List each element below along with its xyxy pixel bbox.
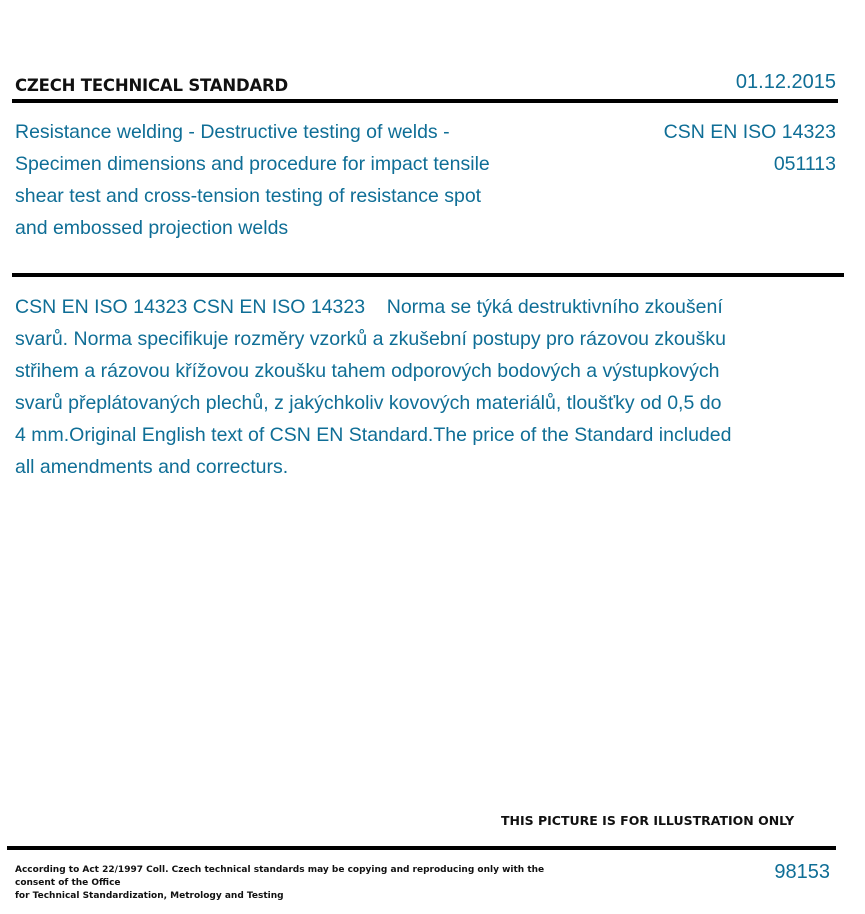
standard-code: CSN EN ISO 14323: [663, 121, 836, 143]
legal-notice: [15, 864, 585, 903]
header-divider: [12, 99, 838, 103]
standard-codes: [664, 116, 836, 180]
legal-notice-line-1: According to Act 22/1997 Coll. Czech technical standards may be copying and reproducing only with the consent of the Office: [15, 865, 545, 888]
publication-date: 01.12.2015: [735, 71, 836, 93]
document-type-label: CZECH TECHNICAL STANDARD: [15, 76, 289, 95]
standard-title: Resistance welding - Destructive testing of welds - Specimen dimensions and procedure for impact tensile shear test and cross-tension testing of resistance spot and embossed projection welds: [15, 121, 490, 239]
illustration-notice: THIS PICTURE IS FOR ILLUSTRATION ONLY: [501, 813, 795, 828]
footer-divider: [7, 846, 836, 850]
title-divider: [12, 273, 844, 277]
standard-description: CSN EN ISO 14323 CSN EN ISO 14323 Norma se týká destruktivního zkoušení svarů. Norma specifikuje rozměry vzorků a zkušební postupy pro rázovou zkoušku střihem a rázovou křížovou zkoušku tahem odporových bodových a výstupkových svarů přeplátovaných plechů, z jakýchkoliv kovových materiálů, tloušťky od 0,5 do 4 mm.Original English text of CSN EN Standard.The price of the Standard included all amendments and correcturs.: [15, 296, 737, 478]
document-number: 98153: [774, 861, 830, 883]
legal-notice-line-2: for Technical Standardization, Metrology and Testing: [15, 891, 284, 901]
classification-code: 051113: [773, 153, 836, 175]
